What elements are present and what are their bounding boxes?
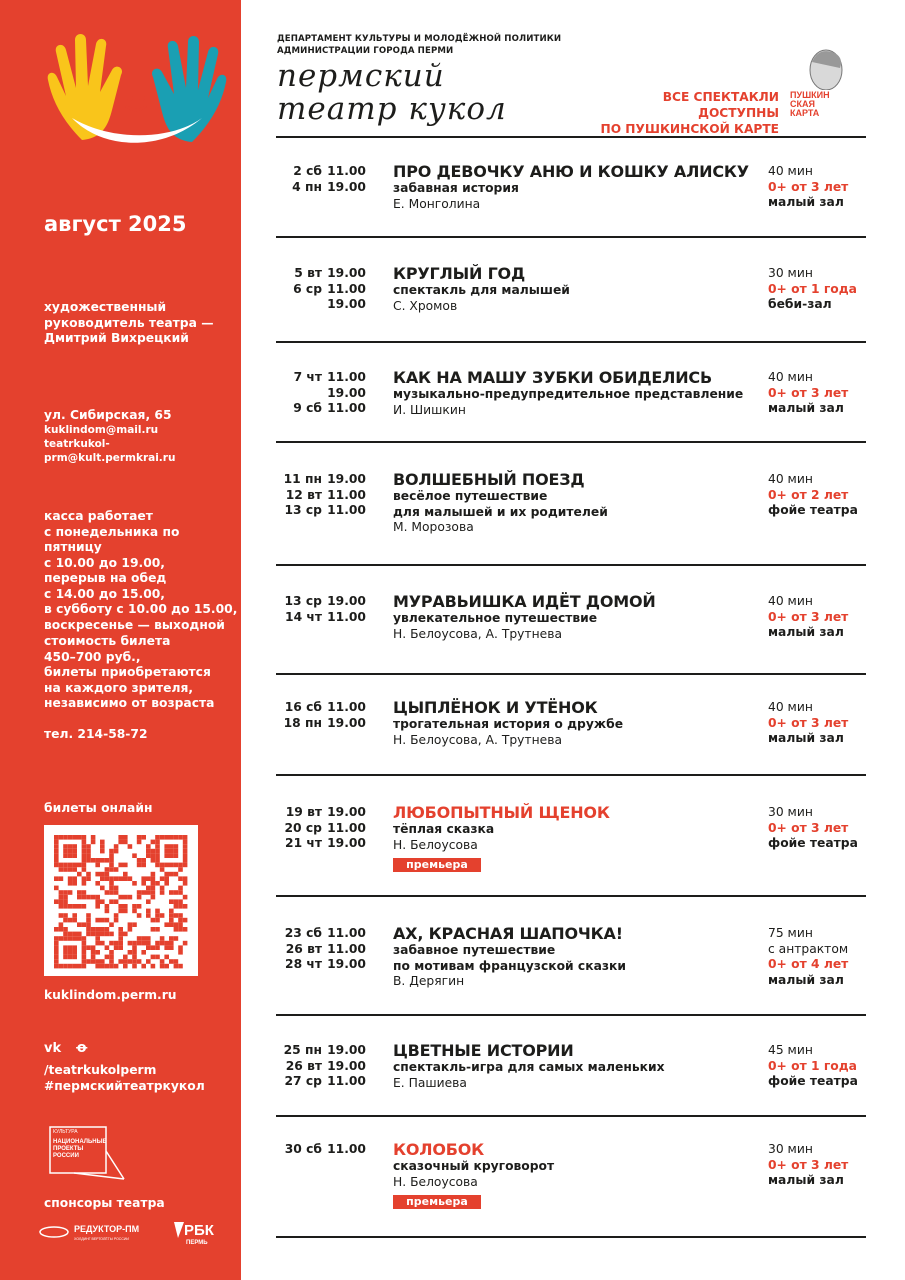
hours-line: с 14.00 до 15.00, — [44, 586, 165, 601]
show-time: 11.00 — [327, 370, 366, 384]
show-author: В. Дерягин — [393, 974, 465, 988]
show-genre: по мотивам французской сказки — [393, 958, 626, 973]
show-title[interactable]: ЦЫПЛЁНОК И УТЁНОК — [393, 698, 598, 717]
title-line: театр кукол — [277, 91, 507, 127]
show-date: 4 пн — [292, 179, 322, 194]
show-dates — [276, 594, 322, 625]
show-dates — [276, 370, 322, 417]
show-meta — [768, 926, 868, 988]
show-time: 19.00 — [327, 836, 366, 850]
show-time: 19.00 — [327, 805, 366, 819]
divider — [276, 895, 866, 897]
show-date: 30 сб — [284, 1142, 322, 1156]
show-time: 19.00 — [327, 1043, 366, 1057]
show-author: Е. Пашиева — [393, 1075, 467, 1090]
show-hall: фойе театра — [768, 836, 858, 850]
show-time: 11.00 — [327, 503, 366, 517]
online-tickets-label: билеты онлайн — [44, 801, 153, 815]
show-times — [326, 164, 366, 195]
show-title[interactable]: ЛЮБОПЫТНЫЙ ЩЕНОК — [393, 803, 610, 822]
divider — [276, 1115, 866, 1117]
show-author: С. Хромов — [393, 298, 458, 313]
show-author: И. Шишкин — [393, 402, 466, 417]
show-duration: 30 мин — [768, 1142, 813, 1156]
show-info — [393, 162, 763, 212]
show-time: 11.00 — [327, 609, 366, 624]
show-title[interactable]: ВОЛШЕБНЫЙ ПОЕЗД — [393, 470, 585, 489]
qr-code[interactable] — [44, 825, 198, 976]
show-hall: фойе театра — [768, 1074, 858, 1088]
show-date: 13 ср — [284, 503, 322, 517]
svg-text:ПЕРМЬ: ПЕРМЬ — [186, 1240, 208, 1246]
rbk-icon — [174, 1222, 184, 1238]
theatre-title — [277, 60, 507, 126]
premiere-badge: премьера — [393, 858, 481, 872]
show-meta — [768, 370, 868, 417]
show-duration: 45 мин — [768, 1043, 813, 1057]
age-rating: 0+ от 2 лет — [768, 487, 849, 502]
pushkin-line: ВСЕ СПЕКТАКЛИ ДОСТУПНЫ — [662, 90, 779, 120]
show-date — [276, 297, 322, 313]
director-line: Дмитрий Вихрецкий — [44, 331, 189, 345]
show-genre: тёплая сказка — [393, 822, 495, 836]
show-info — [393, 698, 763, 748]
show-hall: беби-зал — [768, 297, 832, 311]
divider — [276, 774, 866, 776]
price-line: на каждого зрителя, — [44, 680, 194, 695]
show-dates — [276, 1142, 322, 1158]
svg-text:ПРОЕКТЫ: ПРОЕКТЫ — [53, 1146, 84, 1152]
show-author: Н. Белоусова, А. Трутнева — [393, 626, 562, 641]
show-title[interactable]: ПРО ДЕВОЧКУ АНЮ И КОШКУ АЛИСКУ — [393, 162, 749, 181]
divider — [276, 673, 866, 675]
show-author: М. Морозова — [393, 520, 474, 534]
sponsors-label: спонсоры театра — [44, 1196, 165, 1210]
show-time: 19.00 — [327, 472, 366, 486]
show-dates — [276, 266, 322, 313]
show-genre: увлекательное путешествие — [393, 611, 598, 625]
show-times — [326, 1142, 366, 1158]
divider — [276, 136, 866, 138]
svg-text:РЕДУКТОР-ПМ: РЕДУКТОР-ПМ — [74, 1224, 140, 1234]
show-hall: малый зал — [768, 625, 844, 639]
show-date: 16 сб — [284, 700, 322, 714]
show-meta — [768, 700, 868, 747]
divider — [276, 236, 866, 238]
show-meta — [768, 1043, 868, 1090]
show-duration: 40 мин — [768, 700, 813, 714]
show-date: 7 чт — [293, 370, 322, 384]
price-line: независимо от возраста — [44, 696, 215, 710]
show-duration: 40 мин — [768, 370, 813, 384]
price-line: билеты приобретаются — [44, 665, 211, 679]
show-date: 6 ср — [293, 281, 322, 296]
show-info — [393, 592, 763, 642]
show-duration: 30 мин — [768, 266, 813, 280]
show-time: 11.00 — [327, 941, 366, 956]
show-time: 11.00 — [327, 1142, 366, 1156]
show-genre: забавная история — [393, 181, 519, 195]
show-dates — [276, 472, 322, 519]
show-date — [276, 386, 322, 402]
show-dates — [276, 700, 322, 731]
hours-line: перерыв на обед — [44, 571, 167, 585]
show-dates — [276, 1043, 322, 1090]
show-duration: 40 мин — [768, 164, 813, 178]
show-time: 19.00 — [327, 297, 366, 311]
email-list — [44, 423, 241, 465]
show-time: 11.00 — [327, 281, 366, 296]
show-author: Н. Белоусова — [393, 837, 478, 852]
show-genre: спектакль-игра для самых маленьких — [393, 1060, 665, 1074]
show-hall: малый зал — [768, 1173, 844, 1187]
show-info — [393, 803, 763, 872]
divider — [276, 1236, 866, 1238]
director-line: руководитель театра — — [44, 315, 214, 330]
pushkin-line: ПО ПУШКИНСКОЙ КАРТЕ — [600, 122, 779, 136]
show-times — [326, 472, 366, 519]
show-dates — [276, 805, 322, 852]
qr-code-icon — [44, 825, 198, 976]
title-line: пермский — [277, 58, 445, 94]
box-office-hours — [44, 509, 241, 633]
show-genre: сказочный круговорот — [393, 1159, 555, 1173]
hashtag: #пермскийтеатркукол — [44, 1079, 205, 1093]
show-hall: фойе театра — [768, 503, 858, 517]
show-times — [326, 805, 366, 852]
price-line: стоимость билета — [44, 634, 171, 648]
show-meta — [768, 805, 868, 852]
reduktor-icon — [40, 1227, 68, 1237]
show-info — [393, 264, 763, 314]
hours-line: в субботу с 10.00 до 15.00, — [44, 602, 238, 616]
show-time: 19.00 — [327, 179, 366, 194]
show-date: 26 вт — [285, 1058, 322, 1073]
show-hall: малый зал — [768, 972, 844, 987]
show-author: Н. Белоусова — [393, 1174, 478, 1189]
show-date: 2 сб — [293, 164, 322, 178]
pushkin-card-note — [583, 89, 779, 137]
age-rating: 0+ от 1 года — [768, 1058, 857, 1073]
org-line: АДМИНИСТРАЦИИ ГОРОДА ПЕРМИ — [277, 46, 454, 56]
show-time: 19.00 — [327, 266, 366, 280]
svg-text:КАРТА: КАРТА — [790, 108, 820, 118]
show-dates — [276, 926, 322, 973]
show-date: 21 чт — [285, 836, 322, 850]
show-time: 11.00 — [327, 164, 366, 178]
show-genre: забавное путешествие — [393, 943, 556, 957]
show-meta — [768, 164, 868, 211]
show-time: 19.00 — [327, 1058, 366, 1073]
sponsor-logos — [36, 1214, 236, 1250]
show-info — [393, 470, 763, 536]
national-projects-logo-icon — [44, 1121, 130, 1185]
show-meta — [768, 472, 868, 519]
age-rating: 0+ от 3 лет — [768, 1157, 849, 1172]
age-rating: 0+ от 3 лет — [768, 715, 849, 730]
website-link[interactable]: kuklindom.perm.ru — [44, 988, 177, 1002]
show-date: 18 пн — [283, 715, 322, 730]
show-time: 19.00 — [327, 957, 366, 971]
show-time: 19.00 — [327, 715, 366, 730]
show-date: 14 чт — [285, 609, 322, 624]
show-genre: спектакль для малышей — [393, 283, 570, 297]
social-icons — [44, 1040, 87, 1056]
show-time: 11.00 — [327, 926, 366, 940]
show-hall: малый зал — [768, 401, 844, 415]
email-link[interactable]: teatrkukol-prm@kult.permkrai.ru — [44, 438, 176, 464]
hours-line: с понедельника по пятницу — [44, 524, 180, 554]
divider — [276, 1014, 866, 1016]
show-title[interactable]: КРУГЛЫЙ ГОД — [393, 264, 526, 283]
show-hall: малый зал — [768, 731, 844, 745]
show-duration: 30 мин — [768, 805, 813, 819]
show-duration: с антрактом — [768, 941, 849, 956]
show-genre: для малышей и их родителей — [393, 504, 608, 519]
social-handle[interactable]: /teatrkukolperm — [44, 1063, 157, 1077]
address: ул. Сибирская, 65 — [44, 408, 172, 422]
show-time: 19.00 — [327, 385, 366, 400]
show-times — [326, 594, 366, 625]
hours-line: касса работает — [44, 509, 153, 523]
theatre-logo-hands-icon — [42, 30, 232, 160]
show-date: 20 ср — [284, 820, 322, 835]
email-link[interactable]: kuklindom@mail.ru — [44, 424, 159, 436]
svg-text:РОССИИ: РОССИИ — [53, 1153, 79, 1159]
show-meta — [768, 594, 868, 641]
show-date: 28 чт — [285, 957, 322, 971]
show-times — [326, 700, 366, 731]
price-line: 450–700 руб., — [44, 649, 141, 664]
show-times — [326, 266, 366, 313]
show-time: 19.00 — [327, 594, 366, 608]
show-author: Е. Монголина — [393, 196, 481, 211]
org-line: ДЕПАРТАМЕНТ КУЛЬТУРЫ И МОЛОДЁЖНОЙ ПОЛИТИКИ — [277, 34, 562, 44]
age-rating: 0+ от 4 лет — [768, 957, 849, 971]
pushkin-card-logo-icon — [788, 42, 866, 118]
show-author: Н. Белоусова, А. Трутнева — [393, 732, 562, 747]
organization-header — [277, 33, 561, 57]
show-date: 11 пн — [283, 472, 322, 486]
svg-text:НАЦИОНАЛЬНЫЕ: НАЦИОНАЛЬНЫЕ — [53, 1139, 107, 1145]
age-rating: 0+ от 3 лет — [768, 385, 849, 400]
show-time: 11.00 — [327, 487, 366, 502]
show-date: 25 пн — [283, 1043, 322, 1057]
age-rating: 0+ от 3 лет — [768, 609, 849, 624]
show-info — [393, 368, 763, 418]
ticket-price-info — [44, 634, 214, 712]
show-time: 11.00 — [327, 700, 366, 714]
hours-line: воскресенье — выходной — [44, 617, 225, 632]
show-date: 13 ср — [284, 594, 322, 608]
show-dates — [276, 164, 322, 195]
show-times — [326, 370, 366, 417]
show-title[interactable]: КОЛОБОК — [393, 1140, 485, 1159]
show-duration: 40 мин — [768, 594, 813, 608]
show-genre: трогательная история о дружбе — [393, 717, 624, 731]
show-meta — [768, 266, 868, 313]
show-date: 12 вт — [285, 487, 322, 502]
show-date: 27 ср — [284, 1074, 322, 1088]
show-title[interactable]: МУРАВЬИШКА ИДЁТ ДОМОЙ — [393, 592, 656, 611]
svg-text:ХОЛДИНГ ВЕРТОЛЁТЫ РОССИИ: ХОЛДИНГ ВЕРТОЛЁТЫ РОССИИ — [74, 1237, 129, 1241]
svg-text:СКАЯ: СКАЯ — [790, 99, 815, 109]
vk-icon[interactable]: vk — [44, 1041, 62, 1056]
show-title[interactable]: КАК НА МАШУ ЗУБКИ ОБИДЕЛИСЬ — [393, 368, 712, 387]
show-times — [326, 926, 366, 973]
premiere-badge: премьера — [393, 1195, 481, 1209]
show-info — [393, 924, 763, 990]
show-date: 9 сб — [293, 401, 322, 415]
divider — [276, 564, 866, 566]
svg-text:КУЛЬТУРА: КУЛЬТУРА — [53, 1129, 78, 1135]
sidebar — [0, 0, 241, 1280]
show-time: 11.00 — [327, 1074, 366, 1088]
show-time: 11.00 — [327, 820, 366, 835]
show-info — [393, 1041, 763, 1091]
show-duration: 40 мин — [768, 472, 813, 486]
show-date: 23 сб — [284, 926, 322, 940]
age-rating: 0+ от 1 года — [768, 281, 857, 296]
svg-text:ПУШКИН: ПУШКИН — [790, 90, 830, 100]
age-rating: 0+ от 3 лет — [768, 179, 849, 194]
show-info — [393, 1140, 763, 1209]
director-line: художественный — [44, 300, 167, 314]
ok-icon[interactable]: ꝋ — [76, 1040, 88, 1056]
age-rating: 0+ от 3 лет — [768, 820, 849, 835]
show-times — [326, 1043, 366, 1090]
show-date: 26 вт — [285, 941, 322, 956]
phone-number[interactable]: тел. 214-58-72 — [44, 727, 148, 741]
divider — [276, 341, 866, 343]
show-duration: 75 мин — [768, 926, 813, 940]
director-info — [44, 300, 214, 347]
show-genre: весёлое путешествие — [393, 489, 548, 503]
show-title[interactable]: АХ, КРАСНАЯ ШАПОЧКА! — [393, 924, 623, 943]
hours-line: с 10.00 до 19.00, — [44, 555, 165, 570]
divider — [276, 441, 866, 443]
show-hall: малый зал — [768, 195, 844, 209]
show-genre: музыкально-предупредительное представление — [393, 387, 744, 401]
show-meta — [768, 1142, 868, 1189]
month-label: август 2025 — [44, 212, 187, 236]
show-time: 11.00 — [327, 401, 366, 415]
svg-text:РБК: РБК — [184, 1222, 214, 1239]
show-date: 5 вт — [294, 266, 322, 280]
show-date: 19 вт — [285, 805, 322, 819]
show-title[interactable]: ЦВЕТНЫЕ ИСТОРИИ — [393, 1041, 574, 1060]
